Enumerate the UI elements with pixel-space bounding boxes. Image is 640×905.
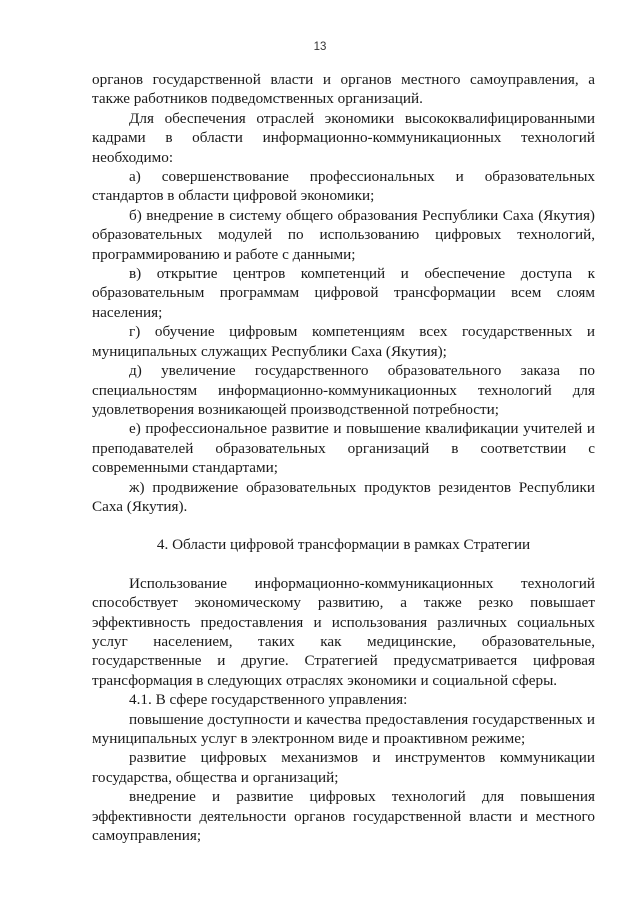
- list-item-v: в) открытие центров компетенций и обеспечение доступа к образовательным программам цифровой трансформации всем слоям населения;: [92, 265, 595, 321]
- list-item: повышение доступности и качества предоставления государственных и муниципальных услуг в электронном виде и проактивном режиме;: [92, 710, 595, 747]
- section-heading: 4. Области цифровой трансформации в рамках Стратегии: [156, 536, 531, 554]
- subsection-heading: 4.1. В сфере государственного управления:: [129, 691, 408, 709]
- document-body: [92, 70, 595, 845]
- paragraph: органов государственной власти и органов местного самоуправления, а также работников подведомственных организаций.: [92, 71, 595, 108]
- paragraph: Для обеспечения отраслей экономики высококвалифицированными кадрами в области информационно-коммуникационных технологий необходимо:: [92, 109, 595, 166]
- page-number: 13: [313, 41, 327, 53]
- list-item-e: е) профессиональное развитие и повышение квалификации учителей и преподавателей образовательных организаций в соответствии с современными стандартами;: [92, 420, 595, 477]
- paragraph: Использование информационно-коммуникационных технологий способствует экономическому развитию, а также резко повышает эффективность предоставления и использования различных социальных услуг населением, таких как медицинские, образовательные, государственные и другие. Стратегией предусматривается цифровая трансформация в следующих отраслях экономики и социальной сферы.: [92, 574, 595, 689]
- list-item-g: г) обучение цифровым компетенциям всех государственных и муниципальных служащих Республики Саха (Якутия);: [92, 323, 595, 360]
- list-item-a: а) совершенствование профессиональных и образовательных стандартов в области цифровой экономики;: [92, 168, 595, 205]
- list-item-b: б) внедрение в систему общего образования Республики Саха (Якутия) образовательных модулей по использованию цифровых технологий, программированию и работе с данными;: [92, 206, 595, 263]
- list-item: внедрение и развитие цифровых технологий для повышения эффективности деятельности органов государственной власти и местного самоуправления;: [92, 788, 595, 845]
- list-item-zh: ж) продвижение образовательных продуктов резидентов Республики Саха (Якутия).: [92, 478, 595, 515]
- list-item-d: д) увеличение государственного образовательного заказа по специальностям информационно-коммуникационных технологий для удовлетворения возникающей производственной потребности;: [92, 362, 595, 418]
- list-item: развитие цифровых механизмов и инструментов коммуникации государства, общества и организаций;: [92, 749, 595, 786]
